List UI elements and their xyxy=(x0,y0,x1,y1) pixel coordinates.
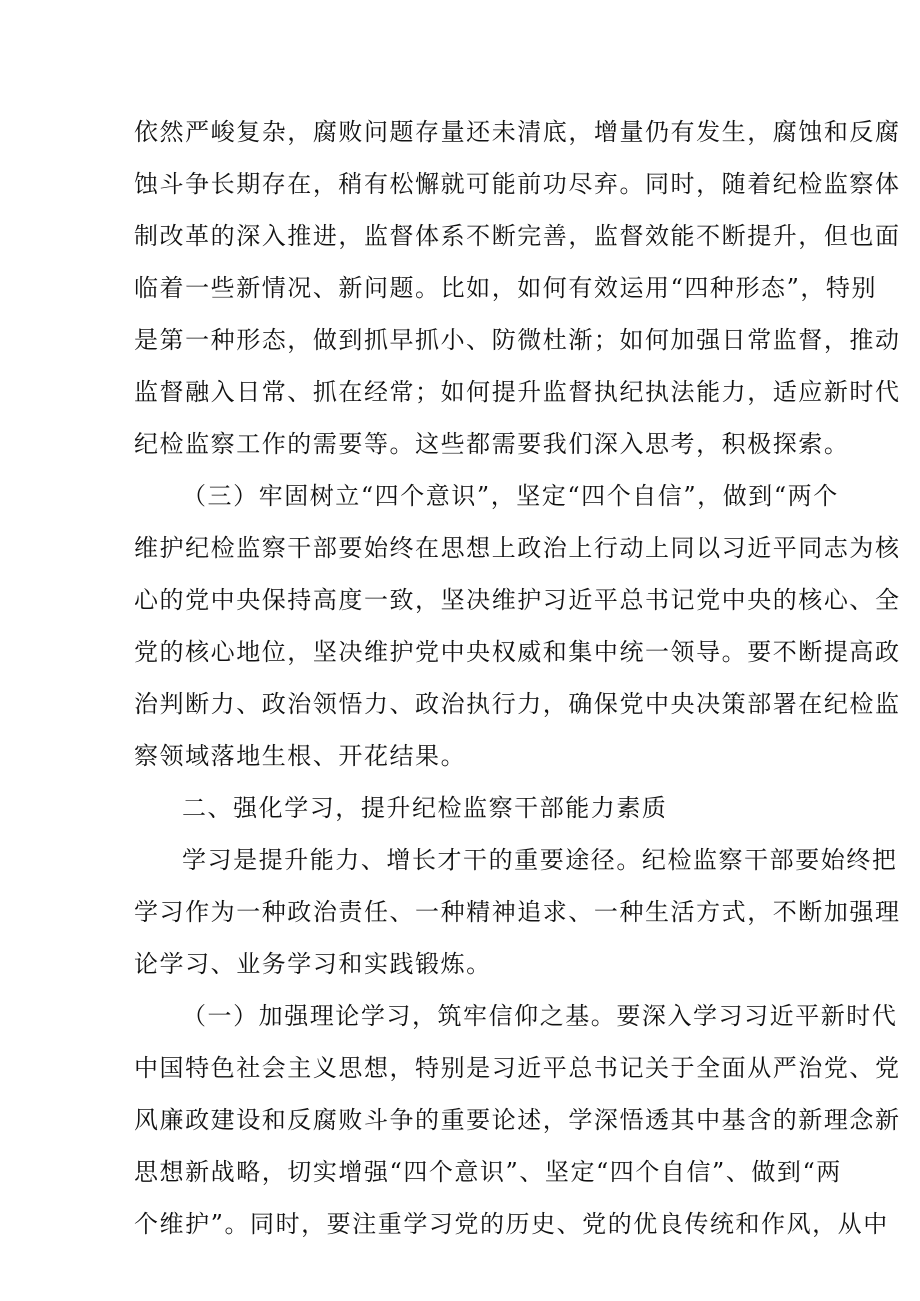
body-line: 个维护”。同时，要注重学习党的历史、党的优良传统和作风，从中 xyxy=(134,1210,889,1238)
section-heading-2: 二、强化学习，提升纪检监察干部能力素质 xyxy=(182,794,668,822)
body-line: 察领域落地生根、开花结果。 xyxy=(134,742,467,770)
body-line: 党的核心地位，坚决维护党中央权威和集中统一领导。要不断提高政 xyxy=(134,638,901,666)
document-body xyxy=(134,106,901,1250)
body-line: 论学习、业务学习和实践锻炼。 xyxy=(134,950,492,978)
body-line: 是第一种形态，做到抓早抓小、防微杜渐；如何加强日常监督，推动 xyxy=(134,326,901,354)
body-line: 依然严峻复杂，腐败问题存量还未清底，增量仍有发生，腐蚀和反腐 xyxy=(134,118,901,146)
body-line: 蚀斗争长期存在，稍有松懈就可能前功尽弃。同时，随着纪检监察体 xyxy=(134,170,901,198)
body-line: 监督融入日常、抓在经常；如何提升监督执纪执法能力，适应新时代 xyxy=(134,378,901,406)
body-line: 维护纪检监察干部要始终在思想上政治上行动上同以习近平同志为核 xyxy=(134,534,901,562)
body-line: 风廉政建设和反腐败斗争的重要论述，学深悟透其中基含的新理念新 xyxy=(134,1106,901,1134)
body-line: 中国特色社会主义思想，特别是习近平总书记关于全面从严治党、党 xyxy=(134,1054,901,1082)
body-line: 思想新战略，切实增强“四个意识”、坚定“四个自信”、做到“两 xyxy=(134,1158,842,1186)
body-line: 学习作为一种政治责任、一种精神追求、一种生活方式，不断加强理 xyxy=(134,898,901,926)
body-line: 心的党中央保持高度一致，坚决维护习近平总书记党中央的核心、全 xyxy=(134,586,901,614)
paragraph-start: 学习是提升能力、增长才干的重要途径。纪检监察干部要始终把 xyxy=(182,846,898,874)
body-line: 治判断力、政治领悟力、政治执行力，确保党中央决策部署在纪检监 xyxy=(134,690,901,718)
body-line: 纪检监察工作的需要等。这些都需要我们深入思考，积极探索。 xyxy=(134,430,850,458)
body-line: 制改革的深入推进，监督体系不断完善，监督效能不断提升，但也面 xyxy=(134,222,901,250)
body-line: 临着一些新情况、新问题。比如，如何有效运用“四种形态”，特别 xyxy=(134,274,878,302)
subsection-heading-1: （一）加强理论学习，筑牢信仰之基。要深入学习习近平新时代 xyxy=(182,1002,898,1030)
subsection-heading-3: （三）牢固树立“四个意识”，坚定“四个自信”，做到“两个 xyxy=(182,482,839,510)
